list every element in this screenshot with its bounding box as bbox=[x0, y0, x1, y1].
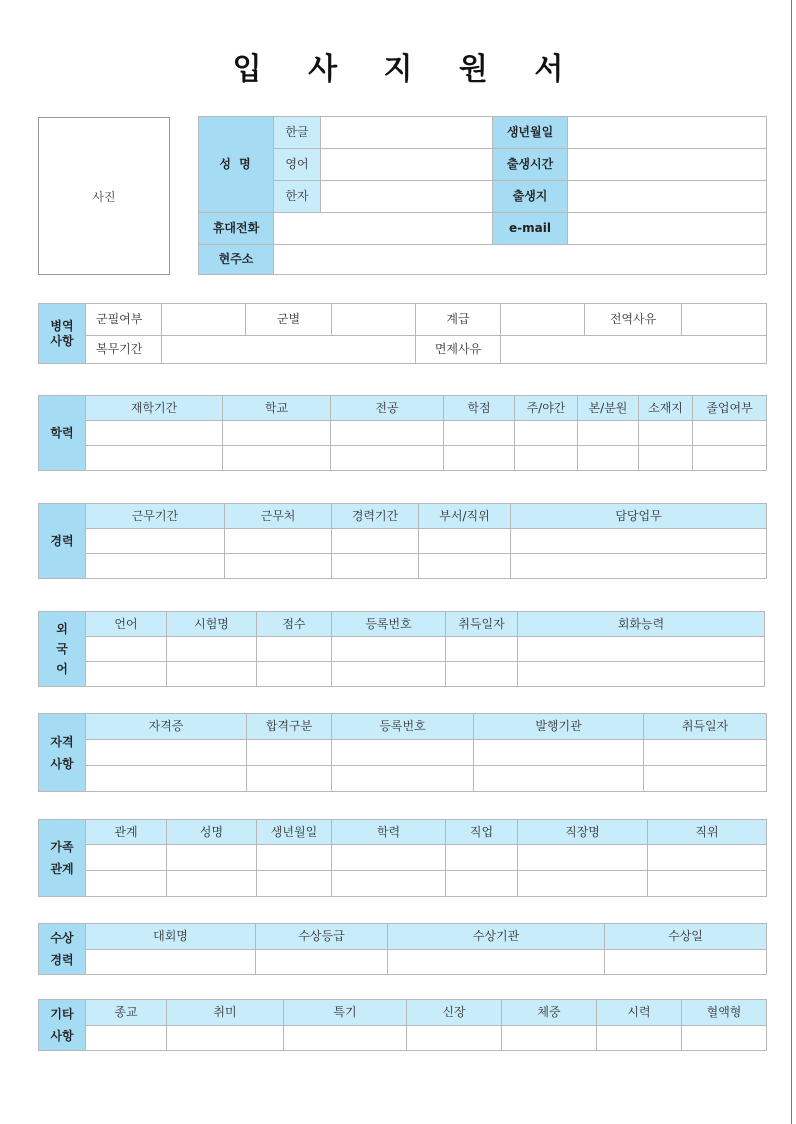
edu-col-school: 학교 bbox=[223, 396, 331, 421]
address-field[interactable] bbox=[274, 245, 767, 275]
personal-info-table bbox=[198, 116, 767, 275]
other-col-height: 신장 bbox=[407, 1000, 502, 1026]
branch-field[interactable] bbox=[332, 304, 416, 336]
career-col-position: 부서/직위 bbox=[419, 504, 511, 529]
other-col-weight: 체중 bbox=[502, 1000, 597, 1026]
service-status-field[interactable] bbox=[162, 304, 246, 336]
other-col-religion: 종교 bbox=[86, 1000, 167, 1026]
english-name-field[interactable] bbox=[321, 149, 493, 181]
language-table bbox=[38, 611, 765, 687]
award-col-org: 수상기관 bbox=[388, 924, 605, 950]
lic-col-license: 자격증 bbox=[86, 714, 247, 740]
fam-col-workplace: 직장명 bbox=[518, 820, 648, 845]
fam-col-job: 직업 bbox=[446, 820, 518, 845]
table-row bbox=[39, 950, 767, 975]
other-col-blood: 혈액형 bbox=[682, 1000, 767, 1026]
table-row bbox=[39, 845, 767, 871]
family-table bbox=[38, 819, 767, 897]
career-col-period: 근무기간 bbox=[86, 504, 225, 529]
lic-col-regno: 등록번호 bbox=[332, 714, 474, 740]
edu-col-location: 소재지 bbox=[639, 396, 693, 421]
address-label: 현주소 bbox=[199, 245, 274, 275]
career-header: 경력 bbox=[39, 504, 86, 579]
birth-time-field[interactable] bbox=[568, 149, 767, 181]
exemption-reason-label: 면제사유 bbox=[416, 336, 501, 364]
career-table bbox=[38, 503, 767, 579]
table-row bbox=[39, 637, 765, 662]
lic-col-issuer: 발행기관 bbox=[474, 714, 644, 740]
education-header: 학력 bbox=[39, 396, 86, 471]
education-table bbox=[38, 395, 767, 471]
birth-date-label: 생년월일 bbox=[493, 117, 568, 149]
phone-field[interactable] bbox=[274, 213, 493, 245]
awards-header: 수상 경력 bbox=[39, 924, 86, 975]
award-col-date: 수상일 bbox=[605, 924, 767, 950]
other-table bbox=[38, 999, 767, 1051]
edu-col-campus: 본/분원 bbox=[578, 396, 639, 421]
service-status-label: 군필여부 bbox=[86, 304, 162, 336]
career-col-duration: 경력기간 bbox=[332, 504, 419, 529]
edu-col-major: 전공 bbox=[331, 396, 444, 421]
table-row bbox=[39, 1026, 767, 1051]
rank-label: 계급 bbox=[416, 304, 501, 336]
service-period-field[interactable] bbox=[162, 336, 416, 364]
birthplace-field[interactable] bbox=[568, 181, 767, 213]
other-header: 기타 사항 bbox=[39, 1000, 86, 1051]
fam-col-education: 학력 bbox=[332, 820, 446, 845]
lang-col-language: 언어 bbox=[86, 612, 167, 637]
career-col-duties: 담당업무 bbox=[511, 504, 767, 529]
lang-col-score: 점수 bbox=[257, 612, 332, 637]
lang-col-conversation: 회화능력 bbox=[518, 612, 765, 637]
table-row bbox=[39, 446, 767, 471]
edu-col-period: 재학기간 bbox=[86, 396, 223, 421]
hanja-name-field[interactable] bbox=[321, 181, 493, 213]
discharge-reason-field[interactable] bbox=[682, 304, 767, 336]
rank-field[interactable] bbox=[501, 304, 585, 336]
lang-col-exam: 시험명 bbox=[167, 612, 257, 637]
awards-table bbox=[38, 923, 767, 975]
career-col-company: 근무처 bbox=[225, 504, 332, 529]
edu-col-gpa: 학점 bbox=[444, 396, 515, 421]
edu-col-daynight: 주/야간 bbox=[515, 396, 578, 421]
family-header: 가족 관계 bbox=[39, 820, 86, 897]
hanja-name-label: 한자 bbox=[274, 181, 321, 213]
lang-col-regno: 등록번호 bbox=[332, 612, 446, 637]
exemption-reason-field[interactable] bbox=[501, 336, 767, 364]
english-name-label: 영어 bbox=[274, 149, 321, 181]
birth-date-field[interactable] bbox=[568, 117, 767, 149]
other-col-vision: 시력 bbox=[597, 1000, 682, 1026]
page-edge bbox=[791, 0, 792, 1124]
language-header: 외 국 어 bbox=[39, 612, 86, 687]
photo-box[interactable] bbox=[38, 117, 170, 275]
email-label: e-mail bbox=[493, 213, 568, 245]
name-header: 성 명 bbox=[199, 117, 274, 213]
table-row bbox=[39, 529, 767, 554]
service-period-label: 복무기간 bbox=[86, 336, 162, 364]
email-field[interactable] bbox=[568, 213, 767, 245]
table-row bbox=[39, 740, 767, 766]
fam-col-name: 성명 bbox=[167, 820, 257, 845]
table-row bbox=[39, 766, 767, 792]
phone-label: 휴대전화 bbox=[199, 213, 274, 245]
license-header: 자격 사항 bbox=[39, 714, 86, 792]
fam-col-relation: 관계 bbox=[86, 820, 167, 845]
branch-label: 군별 bbox=[246, 304, 332, 336]
military-header: 병역 사항 bbox=[39, 304, 86, 364]
korean-name-field[interactable] bbox=[321, 117, 493, 149]
page-title: 입 사 지 원 서 bbox=[232, 52, 582, 87]
table-row bbox=[39, 554, 767, 579]
table-row bbox=[39, 662, 765, 687]
other-col-talent: 특기 bbox=[284, 1000, 407, 1026]
birth-time-label: 출생시간 bbox=[493, 149, 568, 181]
table-row bbox=[39, 421, 767, 446]
other-col-hobby: 취미 bbox=[167, 1000, 284, 1026]
lic-col-date: 취득일자 bbox=[644, 714, 767, 740]
fam-col-position: 직위 bbox=[648, 820, 767, 845]
award-col-grade: 수상등급 bbox=[256, 924, 388, 950]
military-table bbox=[38, 303, 767, 364]
photo-label: 사진 bbox=[92, 189, 116, 204]
award-col-contest: 대회명 bbox=[86, 924, 256, 950]
table-row bbox=[39, 871, 767, 897]
lang-col-date: 취득일자 bbox=[446, 612, 518, 637]
lic-col-pass: 합격구분 bbox=[247, 714, 332, 740]
license-table bbox=[38, 713, 767, 792]
korean-name-label: 한글 bbox=[274, 117, 321, 149]
fam-col-birth: 생년월일 bbox=[257, 820, 332, 845]
birthplace-label: 출생지 bbox=[493, 181, 568, 213]
discharge-reason-label: 전역사유 bbox=[585, 304, 682, 336]
edu-col-graduation: 졸업여부 bbox=[693, 396, 767, 421]
